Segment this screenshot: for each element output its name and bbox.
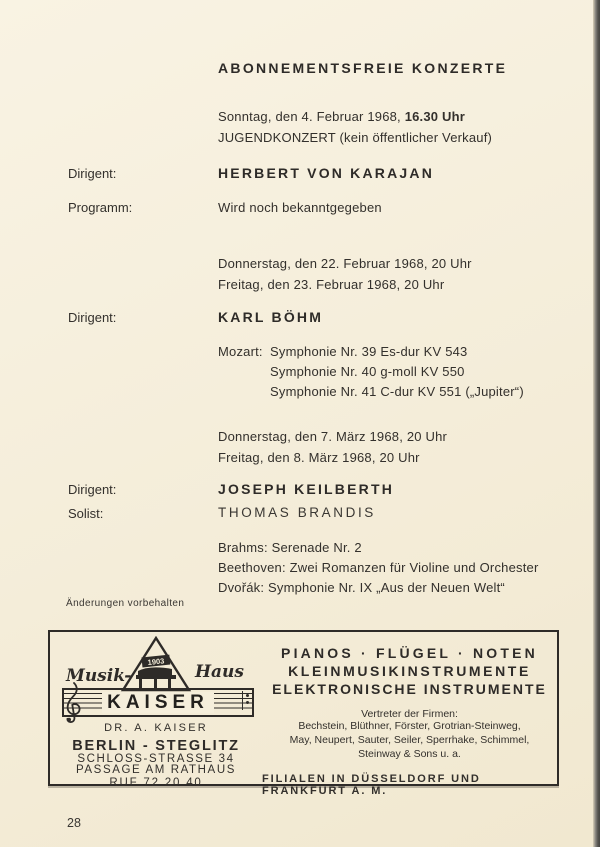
- dirigent-label-2: Dirigent:: [68, 310, 117, 325]
- ad-city: BERLIN - STEGLITZ: [72, 738, 240, 754]
- treble-clef-icon: [62, 681, 84, 723]
- kaiser-logo-name: KAISER: [102, 692, 214, 713]
- ad-logo-section: [50, 632, 262, 789]
- concert1-date: [218, 109, 465, 124]
- concert1-subtitle: JUGENDKONZERT (kein öffentlicher Verkauf): [218, 130, 493, 145]
- ad-branches: FILIALEN IN DÜSSELDORF UND FRANKFURT A. M.: [262, 772, 481, 797]
- programm-label: Programm:: [68, 200, 133, 215]
- ad-passage: PASSAGE AM RATHAUS: [75, 764, 237, 776]
- programm-value: Wird noch bekanntgegeben: [218, 200, 382, 215]
- ad-phone: RUF 72 20 40: [109, 777, 203, 789]
- scanned-page-edge: [593, 0, 600, 847]
- solist-label: Solist:: [68, 506, 104, 521]
- piano-triangle-logo-icon: [120, 636, 192, 692]
- ad-firms-line-2: May, Neupert, Sauter, Seiler, Sperrhake, Schimmel,: [289, 733, 530, 746]
- advertisement-box: [48, 630, 559, 797]
- concert2-work-1: Symphonie Nr. 39 Es-dur KV 543: [270, 344, 468, 359]
- concert3-date-1: Donnerstag, den 7. März 1968, 20 Uhr: [218, 429, 448, 444]
- ad-headline-2: KLEINMUSIKINSTRUMENTE: [288, 663, 531, 679]
- logo-script-haus: Haus: [194, 662, 244, 682]
- concert3-work-1: Brahms: Serenade Nr. 2: [218, 540, 362, 555]
- svg-text:1903: 1903: [147, 656, 165, 668]
- dirigent-label-3: Dirigent:: [68, 482, 117, 497]
- concert3-work-3: Dvořák: Symphonie Nr. IX „Aus der Neuen Welt“: [218, 580, 505, 595]
- dirigent-label-1: Dirigent:: [68, 166, 117, 181]
- repeat-barline: [242, 691, 243, 710]
- page-title: ABONNEMENTSFREIE KONZERTE: [218, 60, 508, 76]
- ad-firms-line-1: Bechstein, Blüthner, Förster, Grotrian-Steinweg,: [298, 720, 521, 732]
- concert3-work-2: Beethoven: Zwei Romanzen für Violine und Orchester: [218, 560, 539, 575]
- changes-reserved-note: Änderungen vorbehalten: [66, 598, 185, 609]
- concert2-work-3: Symphonie Nr. 41 C-dur KV 551 („Jupiter“): [270, 384, 524, 399]
- soloist-name: THOMAS BRANDIS: [218, 505, 376, 520]
- ad-street: SCHLOSS-STRASSE 34: [77, 753, 235, 765]
- kaiser-staff-band: [62, 688, 254, 717]
- concert1-time: 16.30 Uhr: [404, 109, 466, 124]
- logo-script-musik: Musik-: [66, 666, 132, 686]
- ad-representative-label: Vertreter der Firmen:: [361, 708, 458, 720]
- page-number: 28: [67, 816, 81, 830]
- concert2-date-1: Donnerstag, den 22. Februar 1968, 20 Uhr: [218, 256, 472, 271]
- composer-label: Mozart:: [218, 344, 263, 359]
- concert1-date-text: Sonntag, den 4. Februar 1968,: [218, 109, 405, 124]
- conductor-name-1: HERBERT VON KARAJAN: [218, 165, 435, 181]
- ad-firms-line-3: Steinway & Sons u. a.: [358, 747, 461, 760]
- concert2-date-2: Freitag, den 23. Februar 1968, 20 Uhr: [218, 277, 445, 292]
- ad-headline-1: PIANOS · FLÜGEL · NOTEN: [281, 645, 538, 661]
- ad-owner: DR. A. KAISER: [104, 722, 208, 734]
- ad-text-section: [262, 632, 557, 797]
- repeat-dots-icon: [246, 694, 249, 704]
- concert2-work-2: Symphonie Nr. 40 g-moll KV 550: [270, 364, 465, 379]
- concert3-date-2: Freitag, den 8. März 1968, 20 Uhr: [218, 450, 420, 465]
- conductor-name-2: KARL BÖHM: [218, 309, 324, 325]
- conductor-name-3: JOSEPH KEILBERTH: [218, 481, 394, 497]
- ad-headline-3: ELEKTRONISCHE INSTRUMENTE: [272, 681, 547, 697]
